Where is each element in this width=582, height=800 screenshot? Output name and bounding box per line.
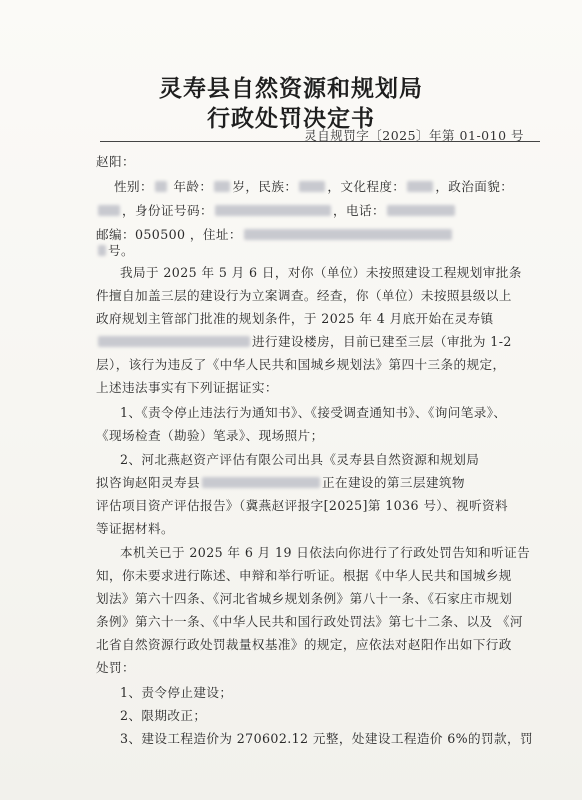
- phone-label: ，电话：: [332, 203, 385, 218]
- paragraph-1-line-5: 层），该行为违反了《中华人民共和国城乡规划法》第四十三条的规定，: [96, 357, 506, 372]
- redacted-evidence-location: [202, 477, 320, 488]
- salutation: 赵阳：: [96, 154, 135, 169]
- redacted-house-number: [98, 245, 106, 256]
- paragraph-1-line-2: 件擅自加盖三层的建设行为立案调查。经查，你（单位）未按照县级以上: [96, 288, 512, 303]
- paragraph-2-line-6: 处罚：: [96, 660, 135, 675]
- penalty-item-1: 1、责令停止建设；: [120, 685, 233, 700]
- redacted-ethnicity: [299, 181, 325, 192]
- evidence-item-2-line-2: [96, 472, 465, 491]
- ethnicity-label: 岁，民族：: [232, 179, 298, 194]
- paragraph-1-line-3: 政府规划主管部门批准的规划条件，于 2025 年 4 月底开始在灵寿镇: [96, 311, 494, 326]
- redacted-address: [244, 229, 452, 240]
- personal-info-line-1: [114, 176, 513, 195]
- political-label: ，政治面貌：: [435, 179, 514, 194]
- redacted-age: [214, 181, 230, 192]
- personal-info-line-2: [96, 200, 457, 219]
- evidence-item-2-line-3: 评估项目资产评估报告》（冀燕赵评报字[2025]第 1036 号）、视听资料: [96, 498, 508, 513]
- redacted-phone: [387, 205, 455, 216]
- paragraph-1-line-6: 上述违法事实有下列证据证实：: [96, 380, 278, 395]
- evidence-item-1-line-1: 1、《责令停止违法行为通知书》、《接受调查通知书》、《询问笔录》、: [120, 405, 507, 420]
- id-number-label: ，身份证号码：: [122, 203, 213, 218]
- postcode-address-label: 邮编：050500 ，住址：: [96, 227, 242, 242]
- paragraph-2-line-1: 本机关已于 2025 年 6 月 19 日依法向你进行了行政处罚告知和听证告: [120, 545, 531, 560]
- redacted-location: [98, 336, 250, 347]
- redacted-id-number: [215, 205, 331, 216]
- evidence-item-2-line-4: 等证据材料。: [96, 521, 174, 536]
- address-line-2: [96, 240, 134, 259]
- document-number: 灵自规罚字〔2025〕年第 01-010 号: [304, 128, 524, 143]
- penalty-item-2: 2、限期改正；: [120, 708, 207, 723]
- penalty-item-3: 3、建设工程造价为 270602.12 元整，处建设工程造价 6%的罚款，罚: [120, 731, 533, 746]
- document-title-issuer: 灵寿县自然资源和规划局: [159, 75, 423, 102]
- redacted-political-status: [98, 205, 120, 216]
- paragraph-2-line-3: 划法》第六十四条、《河北省城乡规划条例》第八十一条、《石家庄市规划: [96, 591, 513, 606]
- document-title-type: 行政处罚决定书: [207, 105, 375, 132]
- paragraph-1-line-4: [96, 331, 512, 350]
- paragraph-2-line-2: 知，你未要求进行陈述、申辩和举行听证。根据《中华人民共和国城乡规: [96, 568, 512, 583]
- paragraph-2-line-5: 北省自然资源行政处罚裁量权基准》的规定，应依法对赵阳作出如下行政: [96, 637, 512, 652]
- address-line: [96, 224, 454, 243]
- evidence-item-2-line-1: 2、河北燕赵资产评估有限公司出具《灵寿县自然资源和规划局: [120, 452, 480, 467]
- evidence-item-2-line-2-start: 拟咨询赵阳灵寿县: [96, 475, 200, 490]
- redacted-education: [407, 181, 433, 192]
- redacted-gender: [155, 181, 167, 192]
- evidence-item-2-line-2-end: 正在建设的第三层建筑物: [321, 475, 465, 490]
- paragraph-1-line-1: 我局于 2025 年 5 月 6 日，对你（单位）未按照建设工程规划审批条: [120, 265, 522, 280]
- paragraph-2-line-4: 条例》第六十一条、《中华人民共和国行政处罚法》第七十二条、以及 《河: [96, 614, 523, 629]
- address-suffix: 号。: [108, 243, 134, 258]
- gender-label: 性别：: [114, 179, 153, 194]
- evidence-item-1-line-2: 《现场检查（勘验）笔录》、现场照片；: [96, 428, 324, 443]
- header-divider: [100, 141, 540, 142]
- paragraph-1-line-4-text: 进行建设楼房，目前已建至三层（审批为 1-2: [252, 334, 512, 349]
- age-label: 年龄：: [173, 179, 213, 194]
- education-label: ，文化程度：: [327, 179, 406, 194]
